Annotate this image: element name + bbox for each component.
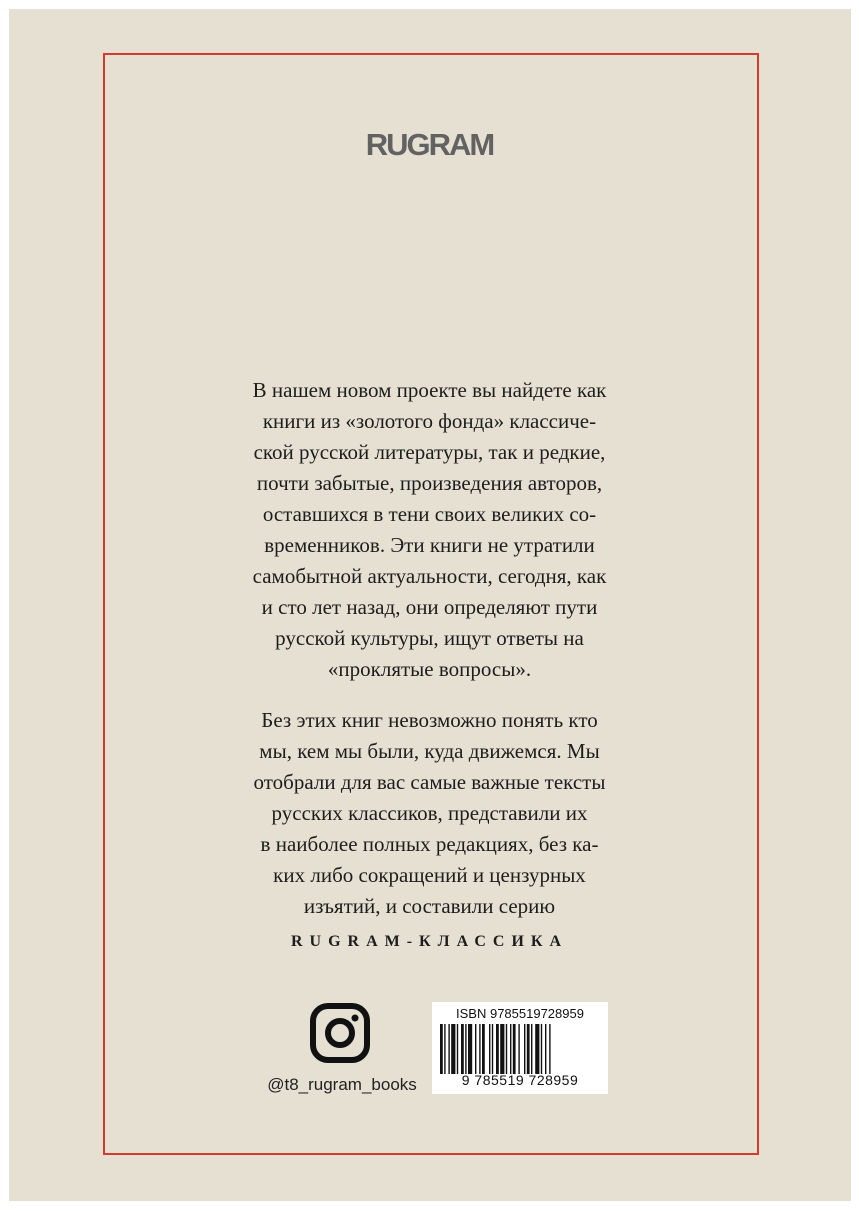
text-line: и сто лет назад, они определяют пути	[261, 595, 598, 619]
description-paragraph-2	[0, 705, 859, 922]
series-name: RUGRAM-КЛАССИКА	[290, 933, 569, 950]
barcode-bar	[489, 1024, 490, 1074]
barcode-bar	[545, 1024, 546, 1074]
barcode-bar	[444, 1024, 445, 1074]
barcode-bar	[549, 1024, 550, 1074]
barcode-bar	[518, 1024, 519, 1074]
barcode-bar	[440, 1024, 443, 1074]
text-line: изъятий, и составили серию	[303, 894, 556, 918]
barcode-bar	[461, 1024, 464, 1074]
barcode-bar	[506, 1024, 507, 1074]
barcode-bar	[448, 1024, 449, 1074]
barcode-bar	[492, 1024, 493, 1074]
barcode-bar	[531, 1024, 532, 1074]
text-line: русских классиков, представили их	[271, 801, 588, 825]
isbn-label: ISBN 9785519728959	[456, 1006, 584, 1021]
barcode-bar	[451, 1024, 455, 1074]
text-line: книги из «золотого фонда» классиче-	[262, 409, 597, 433]
barcode-bar	[541, 1024, 542, 1074]
text-line: временников. Эти книги не утратили	[264, 533, 595, 557]
barcode-bar	[479, 1024, 480, 1074]
barcode-bar	[475, 1024, 476, 1074]
text-line: в наиболее полных редакциях, без ка-	[260, 832, 599, 856]
instagram-icon	[308, 1001, 372, 1065]
text-line: русской культуры, ищут ответы на	[275, 626, 584, 650]
barcode-bar	[524, 1024, 525, 1074]
barcode-bar	[527, 1024, 530, 1074]
barcode-bar	[500, 1024, 504, 1074]
barcode-bar	[510, 1024, 511, 1074]
publisher-logo: RUGRAM	[365, 127, 494, 162]
text-line: отобрали для вас самые важные тексты	[253, 770, 606, 794]
barcode	[440, 1024, 600, 1074]
barcode-bar	[457, 1024, 458, 1074]
text-line: мы, кем мы были, куда движемся. Мы	[259, 739, 600, 763]
text-line: самобытной актуальности, сегодня, как	[252, 564, 607, 588]
description-paragraph-1	[0, 375, 859, 685]
social-handle[interactable]: @t8_rugram_books	[267, 1075, 417, 1094]
text-line: ской русской литературы, так и редкие,	[253, 440, 606, 464]
text-line: оставшихся в тени своих великих со-	[262, 502, 597, 526]
text-line: почти забытые, произведения авторов,	[256, 471, 603, 495]
barcode-bar	[465, 1024, 466, 1074]
barcode-bar	[513, 1024, 516, 1074]
isbn-digits: 9 785519 728959	[461, 1072, 579, 1088]
barcode-bar	[496, 1024, 499, 1074]
text-line: В нашем новом проекте вы найдете как	[252, 378, 607, 402]
barcode-bar	[535, 1024, 539, 1074]
text-line: ких либо сокращений и цензурных	[273, 863, 586, 887]
barcode-bar	[482, 1024, 485, 1074]
text-line: Без этих книг невозможно понять кто	[261, 708, 598, 732]
barcode-box	[432, 1002, 608, 1094]
barcode-bar	[468, 1024, 472, 1074]
text-line: «проклятые вопросы».	[327, 657, 532, 681]
